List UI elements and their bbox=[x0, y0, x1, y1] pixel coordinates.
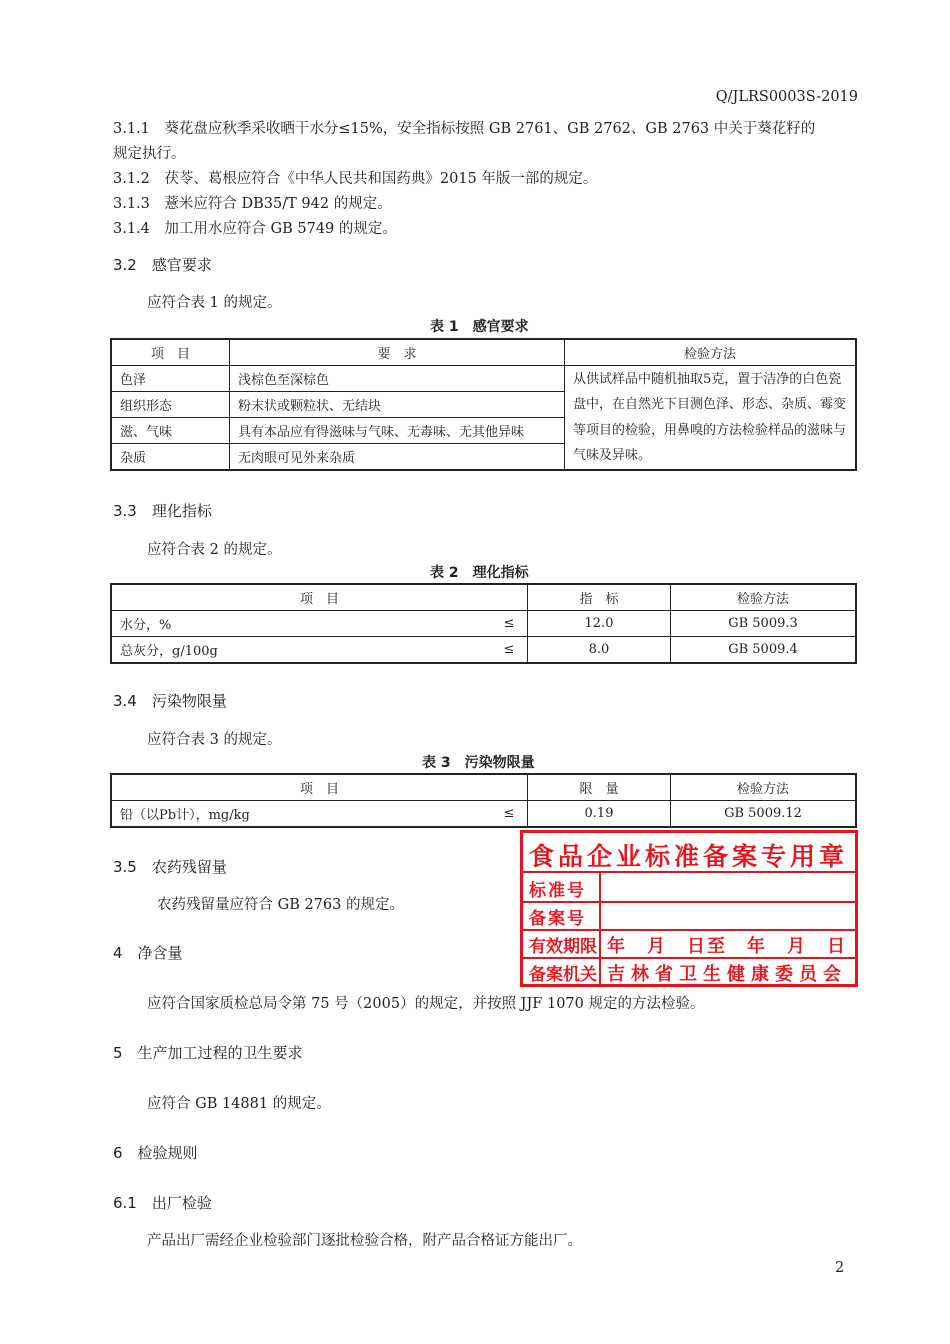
clause-text: 薏米应符合 DB35/T 942 的规定。 bbox=[164, 196, 392, 212]
body-3-2: 应符合表 1 的规定。 bbox=[147, 295, 282, 311]
body-3-5: 农药残留量应符合 GB 2763 的规定。 bbox=[157, 897, 404, 913]
cell: 色泽 bbox=[111, 366, 230, 392]
clause-3-1-3 bbox=[113, 192, 392, 213]
heading-3-4: 3.4 污染物限量 bbox=[113, 692, 227, 710]
clause-text: 葵花盘应秋季采收晒干水分≤15%，安全指标按照 GB 2761、GB 2762、GB 2763 中关于葵花籽的 bbox=[164, 121, 816, 137]
cell: 粉末状或颗粒状、无结块 bbox=[230, 392, 565, 418]
cell: 具有本品应有得滋味与气味、无毒味、无其他异味 bbox=[230, 418, 565, 444]
heading-5: 5 生产加工过程的卫生要求 bbox=[113, 1044, 303, 1062]
clause-num: 3.1.2 bbox=[113, 171, 150, 187]
doc-code: Q/JLRS0003S-2019 bbox=[715, 89, 858, 105]
body-3-4: 应符合表 3 的规定。 bbox=[147, 732, 282, 748]
stamp-label-standard-no: 标准号 bbox=[529, 881, 586, 901]
table-physchem bbox=[110, 583, 857, 664]
heading-3-2: 3.2 感官要求 bbox=[113, 256, 212, 274]
table-row bbox=[111, 801, 856, 828]
cell: 8.0 bbox=[528, 637, 671, 664]
filing-seal-stamp bbox=[520, 830, 858, 987]
stamp-authority: 吉林省卫生健康委员会 bbox=[607, 964, 847, 985]
col-header: 项 目 bbox=[111, 584, 528, 611]
clause-text: 加工用水应符合 GB 5749 的规定。 bbox=[164, 221, 397, 237]
table3-title: 表 3 污染物限量 bbox=[422, 755, 535, 771]
cell: 水分，% bbox=[111, 611, 491, 637]
cell: 总灰分，g/100g bbox=[111, 637, 491, 664]
page-number: 2 bbox=[835, 1260, 845, 1276]
table-row bbox=[111, 637, 856, 664]
clause-3-1-1 bbox=[113, 117, 815, 138]
clause-3-1-1-cont: 规定执行。 bbox=[113, 146, 186, 162]
cell: 铅（以Pb计），mg/kg bbox=[111, 801, 491, 828]
col-header: 限 量 bbox=[528, 774, 671, 801]
clause-3-1-4 bbox=[113, 217, 397, 238]
table-row bbox=[111, 611, 856, 637]
table2-title: 表 2 理化指标 bbox=[430, 565, 529, 581]
stamp-label-filing-no: 备案号 bbox=[529, 909, 586, 929]
body-3-3: 应符合表 2 的规定。 bbox=[147, 542, 282, 558]
stamp-validity: 年 月 日至 年 月 日 bbox=[607, 936, 847, 957]
table1-title: 表 1 感官要求 bbox=[430, 319, 529, 335]
heading-3-3: 3.3 理化指标 bbox=[113, 502, 212, 520]
cell: ≤ bbox=[491, 637, 528, 664]
heading-6: 6 检验规则 bbox=[113, 1144, 198, 1162]
cell: 滋、气味 bbox=[111, 418, 230, 444]
method-cell: 从供试样品中随机抽取5克，置于洁净的白色瓷盘中，在自然光下目测色泽、形态、杂质、霉变等项目的检验，用鼻嗅的方法检验样品的滋味与气味及异味。 bbox=[565, 366, 857, 471]
stamp-label-validity: 有效期限 bbox=[529, 937, 597, 957]
cell: GB 5009.12 bbox=[671, 801, 857, 828]
cell: 杂质 bbox=[111, 444, 230, 471]
col-header: 要 求 bbox=[230, 339, 565, 366]
col-header: 检验方法 bbox=[671, 584, 857, 611]
stamp-label-authority: 备案机关 bbox=[529, 965, 597, 985]
cell: 12.0 bbox=[528, 611, 671, 637]
cell: 无肉眼可见外来杂质 bbox=[230, 444, 565, 471]
clause-text: 茯苓、葛根应符合《中华人民共和国药典》2015 年版一部的规定。 bbox=[164, 171, 598, 187]
body-5: 应符合 GB 14881 的规定。 bbox=[147, 1096, 331, 1112]
col-header: 项 目 bbox=[111, 339, 230, 366]
cell: 组织形态 bbox=[111, 392, 230, 418]
cell: 浅棕色至深棕色 bbox=[230, 366, 565, 392]
cell: GB 5009.4 bbox=[671, 637, 857, 664]
body-4: 应符合国家质检总局令第 75 号（2005）的规定，并按照 JJF 1070 规定的方法检验。 bbox=[147, 996, 705, 1012]
stamp-title: 食品企业标准备案专用章 bbox=[529, 842, 849, 871]
col-header: 指 标 bbox=[528, 584, 671, 611]
table-sensory bbox=[110, 338, 857, 471]
cell: 0.19 bbox=[528, 801, 671, 828]
clause-num: 3.1.3 bbox=[113, 196, 150, 212]
table-row bbox=[111, 366, 856, 392]
table-contaminants bbox=[110, 773, 857, 828]
heading-6-1: 6.1 出厂检验 bbox=[113, 1194, 212, 1212]
cell: GB 5009.3 bbox=[671, 611, 857, 637]
cell: ≤ bbox=[491, 611, 528, 637]
heading-3-5: 3.5 农药残留量 bbox=[113, 858, 227, 876]
clause-3-1-2 bbox=[113, 167, 597, 188]
heading-4: 4 净含量 bbox=[113, 944, 183, 962]
col-header: 项 目 bbox=[111, 774, 528, 801]
col-header: 检验方法 bbox=[671, 774, 857, 801]
col-header: 检验方法 bbox=[565, 339, 857, 366]
clause-num: 3.1.4 bbox=[113, 221, 150, 237]
cell: ≤ bbox=[491, 801, 528, 828]
clause-num: 3.1.1 bbox=[113, 121, 150, 137]
body-6-1: 产品出厂需经企业检验部门逐批检验合格，附产品合格证方能出厂。 bbox=[147, 1233, 582, 1249]
